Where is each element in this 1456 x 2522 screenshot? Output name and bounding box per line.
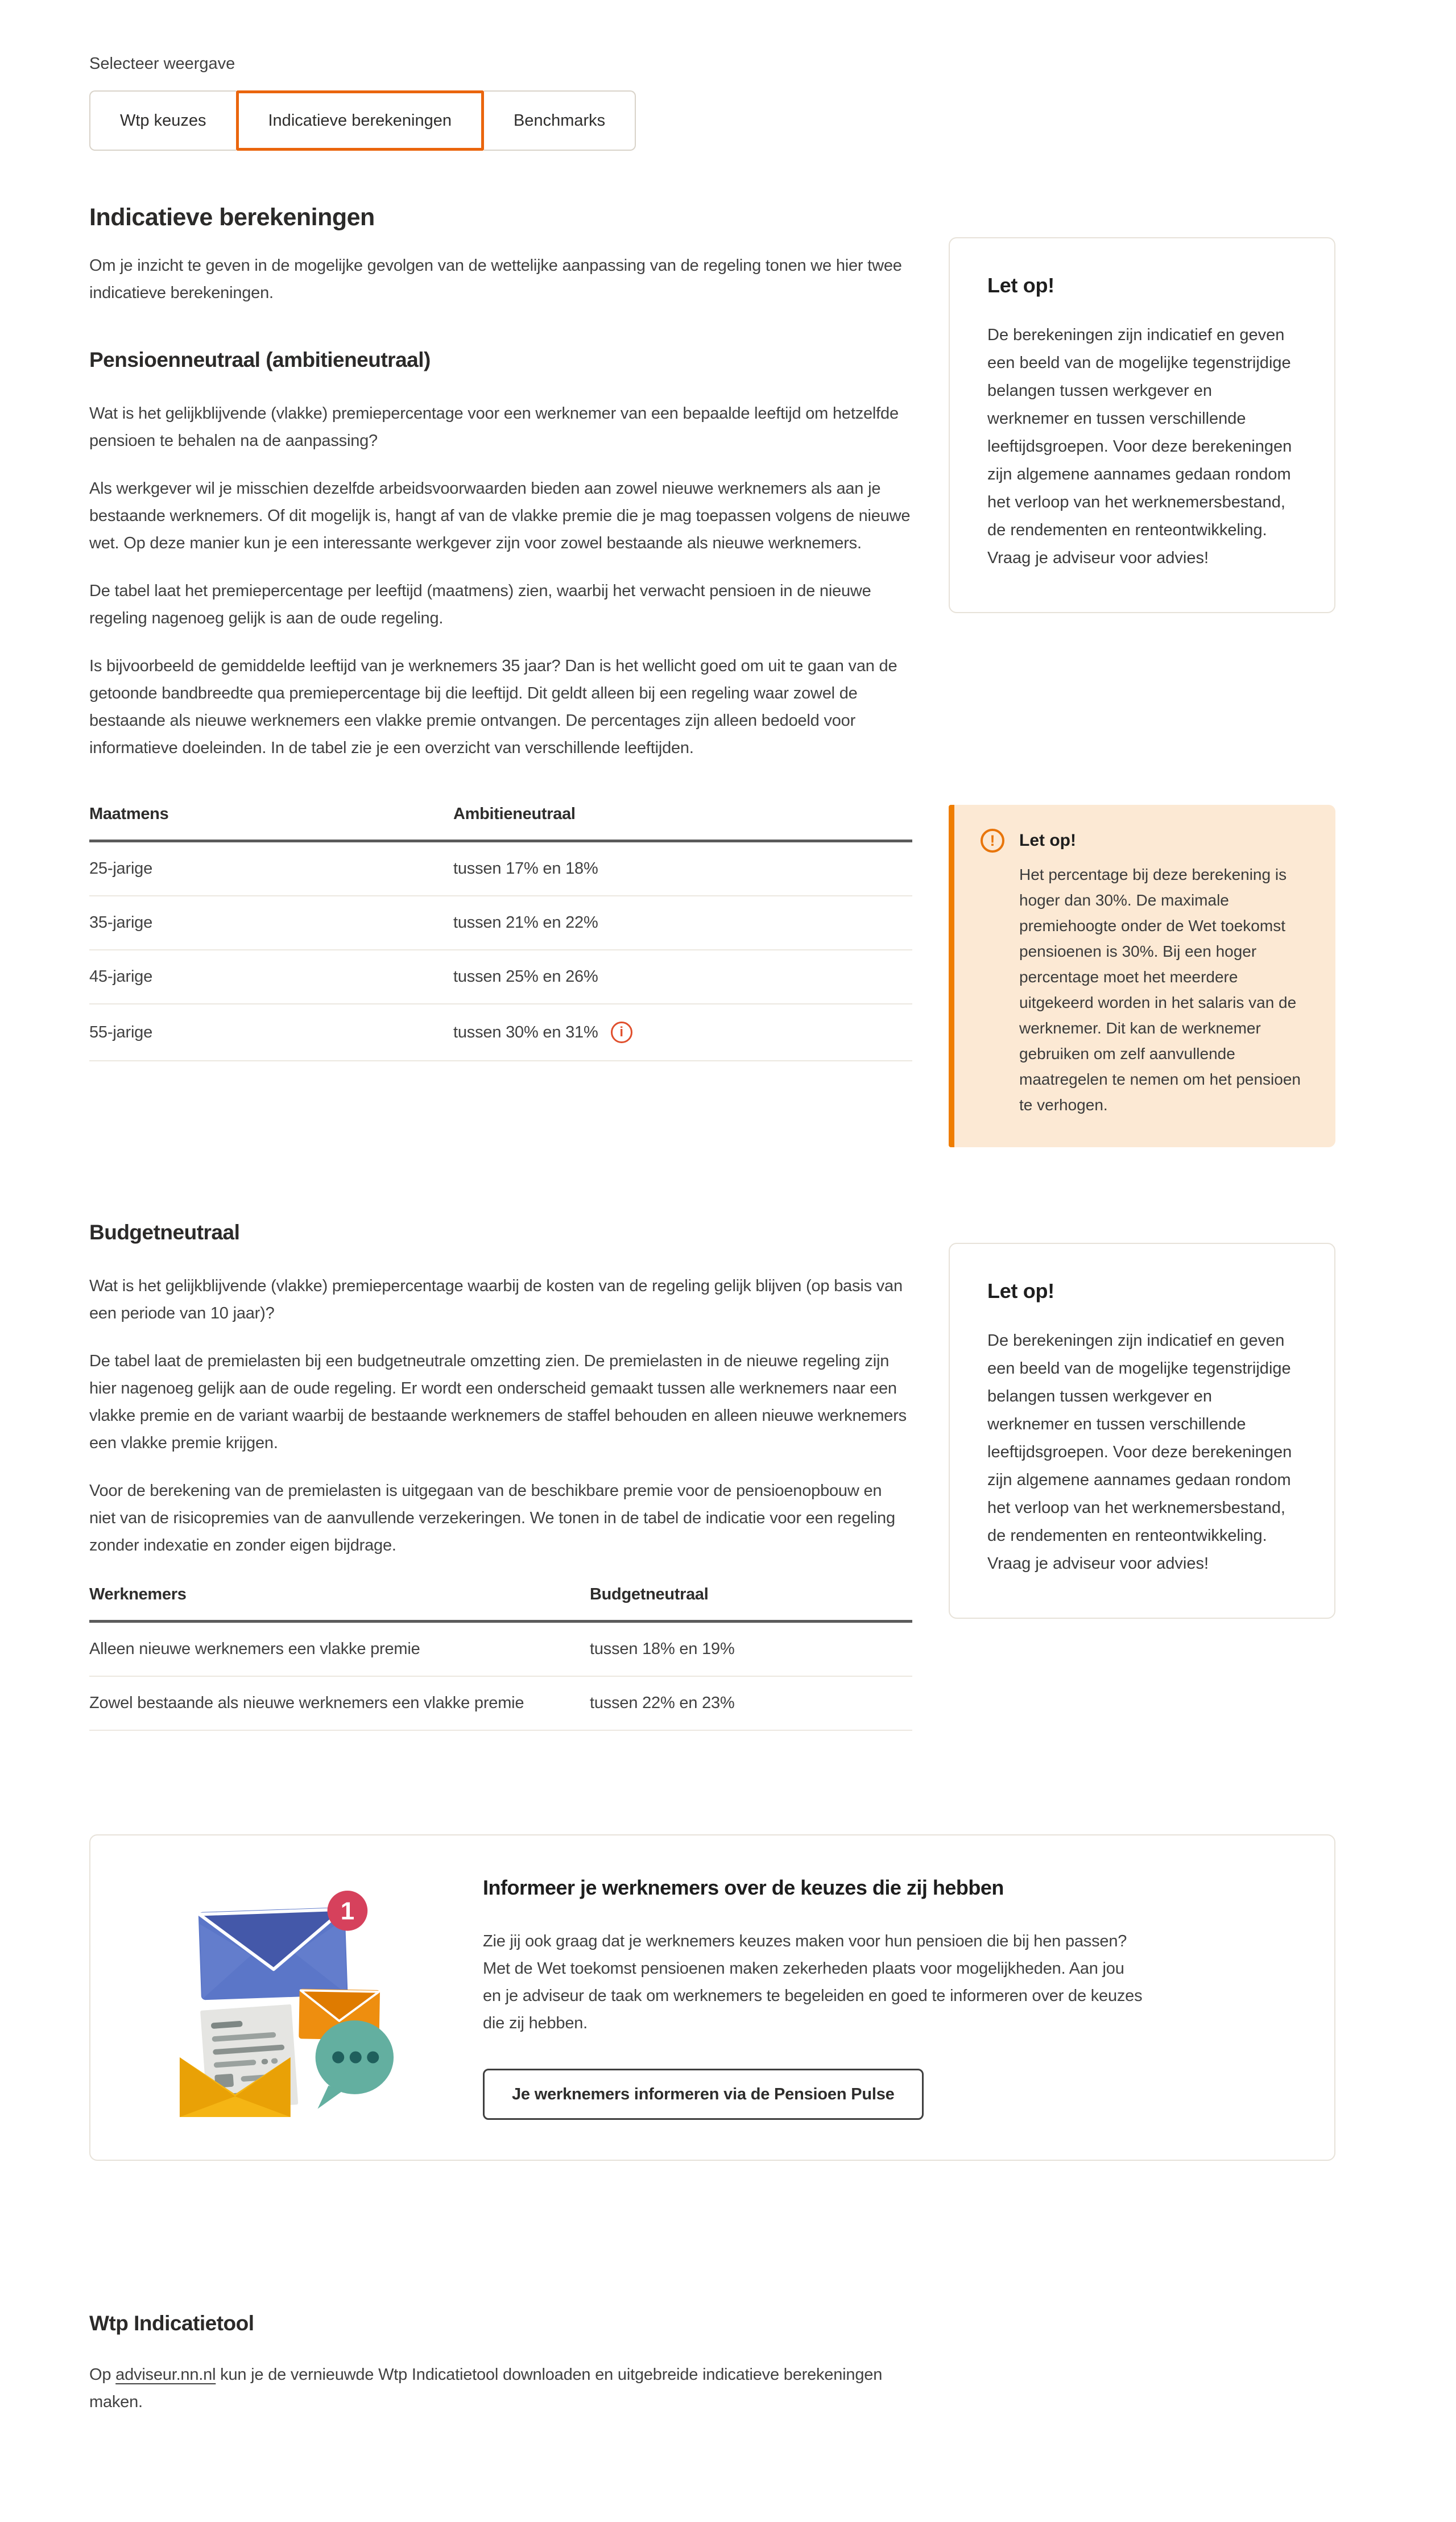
- adviseur-link[interactable]: adviseur.nn.nl: [115, 2366, 216, 2384]
- tool-text-after: kun je de vernieuwde Wtp Indicatietool downloaden en uitgebreide indicatieve berekeningen maken.: [89, 2366, 883, 2411]
- paragraph: De tabel laat de premielasten bij een budgetneutrale omzetting zien. De premielasten in de nieuwe regeling zijn hier nagenoeg gelijk aan de oude regeling. Er wordt een onderscheid gemaakt tussen alle werknemers naar een vlakke premie en de variant waarbij de bestaande werknemers de staffel behouden en alleen nieuwe werknemers een vlakke premie krijgen.: [89, 1352, 907, 1452]
- paragraph: Voor de berekening van de premielasten is uitgegaan van de beschikbare premie voor de pensioenopbouw en niet van de risicopremies van de aanvullende verzekeringen. We tonen in de tabel de indicatie voor een regeling zonder indexatie en zonder eigen bijdrage.: [89, 1482, 895, 1554]
- note-body: De berekeningen zijn indicatief en geven een beeld van de mogelijke tegenstrijdige belangen tussen werkgever en werknemer en tussen verschillende leeftijdsgroepen. Voor deze berekeningen zijn algemene aannames gedaan rondom het verloop van het werknemersbestand, de rendementen en renteontwikkeling. Vraag je adviseur voor advies!: [987, 326, 1292, 567]
- budgetneutraal-section: [89, 1220, 1335, 1731]
- column-header: Ambitieneutraal: [453, 805, 912, 841]
- notification-badge-icon: [328, 1891, 368, 1931]
- row-label: 55-jarige: [89, 1004, 453, 1061]
- table-header-row: [89, 1585, 912, 1622]
- budgetneutraal-heading: Budgetneutraal: [89, 1221, 240, 1244]
- advice-note-card: [949, 237, 1335, 613]
- tab-benchmarks[interactable]: Benchmarks: [484, 90, 636, 151]
- table-row: [89, 1622, 912, 1677]
- row-value: tussen 18% en 19%: [590, 1622, 912, 1677]
- ambitieneutraal-table: [89, 805, 912, 1061]
- row-label: 45-jarige: [89, 950, 453, 1004]
- row-value-text: tussen 30% en 31%: [453, 1023, 598, 1041]
- warning-header: [981, 829, 1309, 853]
- tool-heading: Wtp Indicatietool: [89, 2312, 254, 2335]
- ambitieneutraal-table-section: [89, 805, 1335, 1147]
- warning-title: Let op!: [1019, 831, 1076, 850]
- row-label: Zowel bestaande als nieuwe werknemers een vlakke premie: [89, 1676, 590, 1730]
- row-label: Alleen nieuwe werknemers een vlakke premie: [89, 1622, 590, 1677]
- paragraph: Wat is het gelijkblijvende (vlakke) premiepercentage voor een werknemer van een bepaalde leeftijd om hetzelfde pensioen te behalen na de aanpassing?: [89, 404, 899, 450]
- paragraph: Is bijvoorbeeld de gemiddelde leeftijd van je werknemers 35 jaar? Dan is het wellicht goed om uit te gaan van de getoonde bandbreedte qua premiepercentage bij die leeftijd. Dit geldt alleen bij een regeling waar zowel de bestaande als nieuwe werknemers een vlakke premie ontvangen. De percentages zijn alleen bedoeld voor informatieve doeleinden. In de tabel zie je een overzicht van verschillende leeftijden.: [89, 657, 897, 757]
- speech-bubble-icon: [316, 2020, 394, 2109]
- cta-body: Zie jij ook graag dat je werknemers keuzes maken voor hun pensioen die bij hen passen? Met de Wet toekomst pensioenen maken zekerheden plaats voor mogelijkheden. Aan jou en je adviseur de taak om werknemers te begeleiden en goed te informeren over de keuzes die zij hebben.: [483, 1932, 1143, 2032]
- row-value: [453, 1004, 912, 1061]
- wtp-indicatietool-section: [89, 2311, 1335, 2416]
- table-header-row: [89, 805, 912, 841]
- pensioenneutraal-section: [89, 203, 1335, 782]
- paragraph: De tabel laat het premiepercentage per leeftijd (maatmens) zien, waarbij het verwacht pensioen in de nieuwe regeling nagenoeg gelijk is aan de oude regeling.: [89, 582, 871, 627]
- row-label: 35-jarige: [89, 896, 453, 950]
- note-body: De berekeningen zijn indicatief en geven een beeld van de mogelijke tegenstrijdige belangen tussen werkgever en werknemer en tussen verschillende leeftijdsgroepen. Voor deze berekeningen zijn algemene aannames gedaan rondom het verloop van het werknemersbestand, de rendementen en renteontwikkeling. Vraag je adviseur voor advies!: [987, 1332, 1292, 1573]
- budgetneutraal-table: [89, 1585, 912, 1731]
- tool-text: [89, 2361, 914, 2416]
- cta-heading: Informeer je werknemers over de keuzes die zij hebben: [483, 1876, 1004, 1899]
- table-row: [89, 896, 912, 950]
- info-icon[interactable]: i: [611, 1022, 632, 1043]
- advice-note-card: [949, 1243, 1335, 1619]
- warning-card: [949, 805, 1335, 1147]
- blue-envelope-icon: [198, 1907, 348, 2000]
- table-row: [89, 950, 912, 1004]
- pensioen-pulse-button[interactable]: Je werknemers informeren via de Pensioen Pulse: [483, 2069, 924, 2120]
- row-label: 25-jarige: [89, 841, 453, 896]
- mail-illustration: [164, 1878, 409, 2117]
- warning-body: Het percentage bij deze berekening is hoger dan 30%. De maximale premiehoogte onder de Wet toekomst pensioenen is 30%. Bij een hoger percentage moet het meerdere uitgekeerd worden in het salaris van de werknemer. Dit kan de werknemer gebruiken om zelf aanvullende maatregelen te nemen om het pensioen te verhogen.: [1019, 866, 1301, 1114]
- table-row: [89, 841, 912, 896]
- warning-icon: !: [981, 829, 1004, 853]
- note-title: Let op!: [987, 1279, 1054, 1303]
- row-value: tussen 25% en 26%: [453, 950, 912, 1004]
- column-header: Werknemers: [89, 1585, 590, 1622]
- column-header: Maatmens: [89, 805, 453, 841]
- row-value: tussen 17% en 18%: [453, 841, 912, 896]
- view-selector: [89, 54, 1335, 151]
- pensioenneutraal-heading: Pensioenneutraal (ambitieneutraal): [89, 348, 431, 371]
- row-value: tussen 21% en 22%: [453, 896, 912, 950]
- note-title: Let op!: [987, 274, 1054, 297]
- tab-wtp-keuzes[interactable]: Wtp keuzes: [89, 90, 236, 151]
- cta-card: [89, 1834, 1335, 2161]
- view-tabs: [89, 90, 1335, 151]
- svg-text:1: 1: [340, 1897, 355, 1925]
- paragraph: Als werkgever wil je misschien dezelfde arbeidsvoorwaarden bieden aan zowel nieuwe werknemers als aan je bestaande werknemers. Of dit mogelijk is, hangt af van de vlakke premie die je mag toepassen volgens de nieuwe wet. Op deze manier kun je een interessante werkgever zijn voor zowel bestaande als nieuwe werknemers.: [89, 479, 911, 552]
- tab-indicatieve-berekeningen[interactable]: Indicatieve berekeningen: [236, 90, 484, 151]
- view-selector-label: Selecteer weergave: [89, 55, 235, 73]
- page-title: Indicatieve berekeningen: [89, 204, 375, 231]
- intro-text: Om je inzicht te geven in de mogelijke gevolgen van de wettelijke aanpassing van de regeling tonen we hier twee indicatieve berekeningen.: [89, 257, 902, 302]
- column-header: Budgetneutraal: [590, 1585, 912, 1622]
- tool-text-before: Op: [89, 2366, 116, 2384]
- table-row: [89, 1004, 912, 1061]
- table-row: [89, 1676, 912, 1730]
- row-value: tussen 22% en 23%: [590, 1676, 912, 1730]
- paragraph: Wat is het gelijkblijvende (vlakke) premiepercentage waarbij de kosten van de regeling gelijk blijven (op basis van een periode van 10 jaar)?: [89, 1277, 903, 1322]
